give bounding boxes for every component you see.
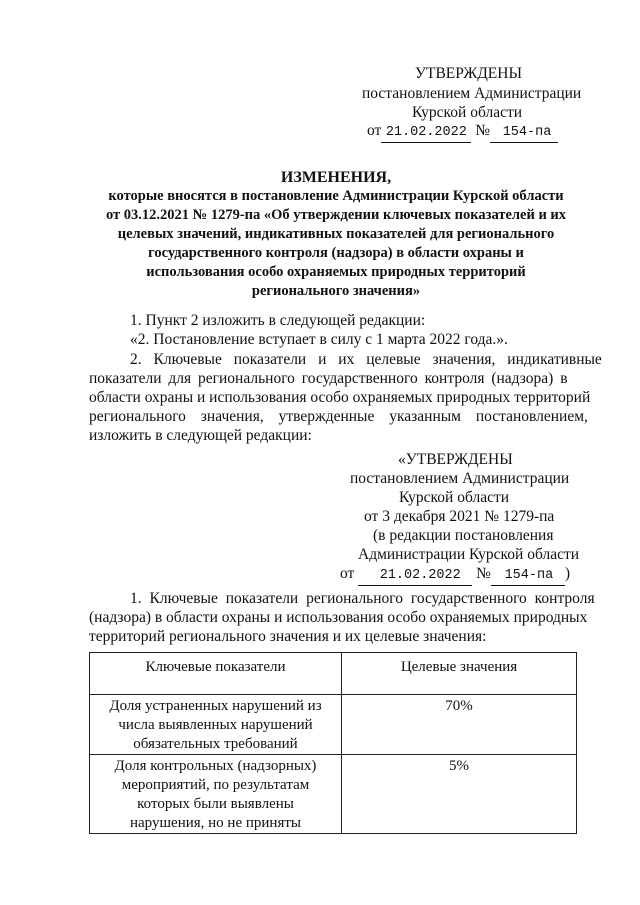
date-prefix: от <box>367 122 382 139</box>
title-line-2: от 03.12.2021 № 1279-па «Об утверждении ключевых показателей и их <box>105 207 567 223</box>
date-value-2: 21.02.2022 <box>358 566 472 586</box>
indicator-line: мероприятий, по результатам <box>121 777 310 793</box>
approved-label: УТВЕРЖДЕНЫ <box>415 65 522 82</box>
indicator-line: Доля устраненных нарушений из <box>109 698 322 714</box>
target-value-cell: 5% <box>342 755 577 834</box>
date-value: 21.02.2022 <box>381 123 471 143</box>
approval-line-1: постановлением Администрации <box>362 85 582 102</box>
kpi-table <box>89 652 577 834</box>
table-row <box>90 695 577 755</box>
number-prefix: № <box>475 122 490 139</box>
title-line-6: регионального значения» <box>251 283 421 299</box>
header-target-values: Целевые значения <box>342 653 577 695</box>
section-1-line-2: (надзора) в области охраны и использования особо охраняемых природных <box>89 609 588 626</box>
title-line-4: государственного контроля (надзора) в области охраны и <box>148 245 524 261</box>
approval2-line-3: от 3 декабря 2021 № 1279-па <box>364 508 555 525</box>
document-heading: ИЗМЕНЕНИЯ, <box>280 169 392 186</box>
indicator-cell <box>90 755 342 834</box>
indicator-line: числа выявленных нарушений <box>118 717 313 733</box>
target-value-cell: 70% <box>342 695 577 755</box>
table-row <box>90 755 577 834</box>
paragraph-1: 1. Пункт 2 изложить в следующей редакции: <box>130 312 426 329</box>
paragraph-3-line-1: 2. Ключевые показатели и их целевые значения, индикативные <box>130 351 602 368</box>
section-1-line-3: территорий регионального значения и их целевые значения: <box>89 628 487 645</box>
paragraph-3-line-3: области охраны и использования особо охраняемых природных территорий <box>89 389 591 406</box>
table-header-row <box>90 653 577 695</box>
close-paren: ) <box>564 565 571 582</box>
indicator-line: обязательных требований <box>133 736 298 752</box>
paragraph-2: «2. Постановление вступает в силу с 1 марта 2022 года.». <box>130 331 508 348</box>
number-value-2: 154-па <box>491 566 565 586</box>
indicator-line: нарушения, но не приняты <box>130 815 301 831</box>
title-line-1: которые вносятся в постановление Администрации Курской области <box>108 188 564 204</box>
paragraph-3-line-2: показатели для регионального государственного контроля (надзора) в <box>89 370 568 387</box>
approval2-line-1: постановлением Администрации <box>350 470 570 487</box>
title-line-3: целевых значений, индикативных показателей для регионального <box>117 226 555 242</box>
indicator-cell <box>90 695 342 755</box>
approval2-date-line <box>340 564 570 586</box>
approved-label-2: «УТВЕРЖДЕНЫ <box>398 451 513 468</box>
approval2-line-4: (в редакции постановления <box>373 527 554 544</box>
date-prefix-2: от <box>340 565 355 582</box>
approval-line-2: Курской области <box>412 104 523 121</box>
paragraph-3-line-4: регионального значения, утвержденные указанным постановлением, <box>89 408 588 425</box>
section-1-line-1: 1. Ключевые показатели регионального государственного контроля <box>130 590 595 607</box>
number-value: 154-па <box>490 123 558 143</box>
paragraph-3-line-5: изложить в следующей редакции: <box>89 427 312 444</box>
header-key-indicators: Ключевые показатели <box>90 653 342 695</box>
approval2-line-2: Курской области <box>399 489 510 506</box>
approval-date-line <box>367 121 558 143</box>
number-prefix-2: № <box>476 565 491 582</box>
approval2-line-5: Администрации Курской области <box>358 546 580 563</box>
indicator-line: которых были выявлены <box>137 796 294 812</box>
title-line-5: использования особо охраняемых природных территорий <box>146 264 526 280</box>
indicator-line: Доля контрольных (надзорных) <box>114 758 317 774</box>
